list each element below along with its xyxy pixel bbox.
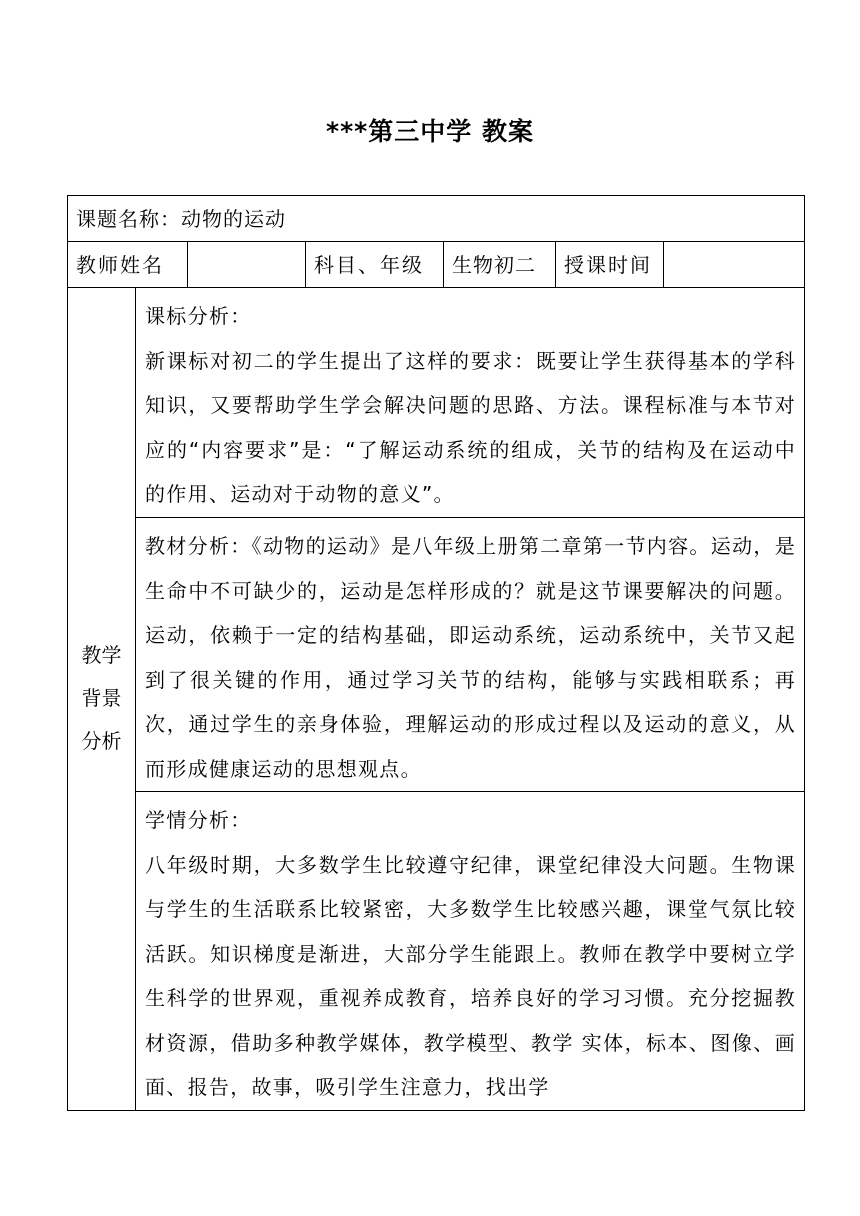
side-label-line-1: 教学 (81, 643, 122, 668)
background-analysis-label (68, 288, 136, 1111)
topic-cell (68, 196, 805, 242)
topic-label: 课题名称： (76, 206, 181, 231)
curriculum-row (68, 288, 805, 518)
topic-row (68, 196, 805, 242)
curriculum-heading: 课标分析： (145, 304, 252, 328)
side-label-line-2: 背景 (81, 686, 122, 711)
subject-grade-label: 科目、年级 (306, 242, 444, 288)
curriculum-analysis-cell (136, 288, 805, 518)
lesson-plan-table (67, 195, 805, 1111)
subject-grade-value: 生物初二 (444, 242, 556, 288)
student-analysis-cell (136, 792, 805, 1111)
class-time-value (664, 242, 805, 288)
page-title: ***第三中学 教案 (326, 117, 534, 146)
students-row (68, 792, 805, 1111)
students-heading: 学情分析： (145, 808, 252, 832)
textbook-text: 教材分析：《动物的运动》是八年级上册第二章第一节内容。运动，是生命中不可缺少的，运动是怎样形成的？就是这节课要解决的问题。运动，依赖于一定的结构基础，即运动系统，运动系统中，关节又起到了很关键的作用，通过学习关节的结构，能够与实践相联系；再次，通过学生的亲身体验，理解运动的形成过程以及运动的意义，从而形成健康运动的思想观点。 (145, 534, 797, 781)
side-label-line-3: 分析 (81, 729, 122, 754)
class-time-label: 授课时间 (556, 242, 664, 288)
teacher-name-value (188, 242, 306, 288)
textbook-row (68, 518, 805, 792)
curriculum-text: 新课标对初二的学生提出了这样的要求：既要让学生获得基本的学科知识，又要帮助学生学会解决问题的思路、方法。课程标准与本节对应的“内容要求”是：“了解运动系统的组成，关节的结构及在运动中的作用、运动对于动物的意义”。 (145, 348, 797, 506)
teacher-name-label: 教师姓名 (68, 242, 188, 288)
students-text: 八年级时期，大多数学生比较遵守纪律，课堂纪律没大问题。生物课与学生的生活联系比较紧密，大多数学生比较感兴趣，课堂气氛比较活跃。知识梯度是渐进，大部分学生能跟上。教师在教学中要树立学生科学的世界观，重视养成教育，培养良好的学习习惯。充分挖掘教材资源，借助多种教学媒体，教学模型、教学 实体，标本、图像、画面、报告，故事，吸引学生注意力，找出学 (145, 852, 797, 1099)
topic-value: 动物的运动 (181, 206, 286, 231)
textbook-analysis-cell (136, 518, 805, 792)
info-row (68, 242, 805, 288)
